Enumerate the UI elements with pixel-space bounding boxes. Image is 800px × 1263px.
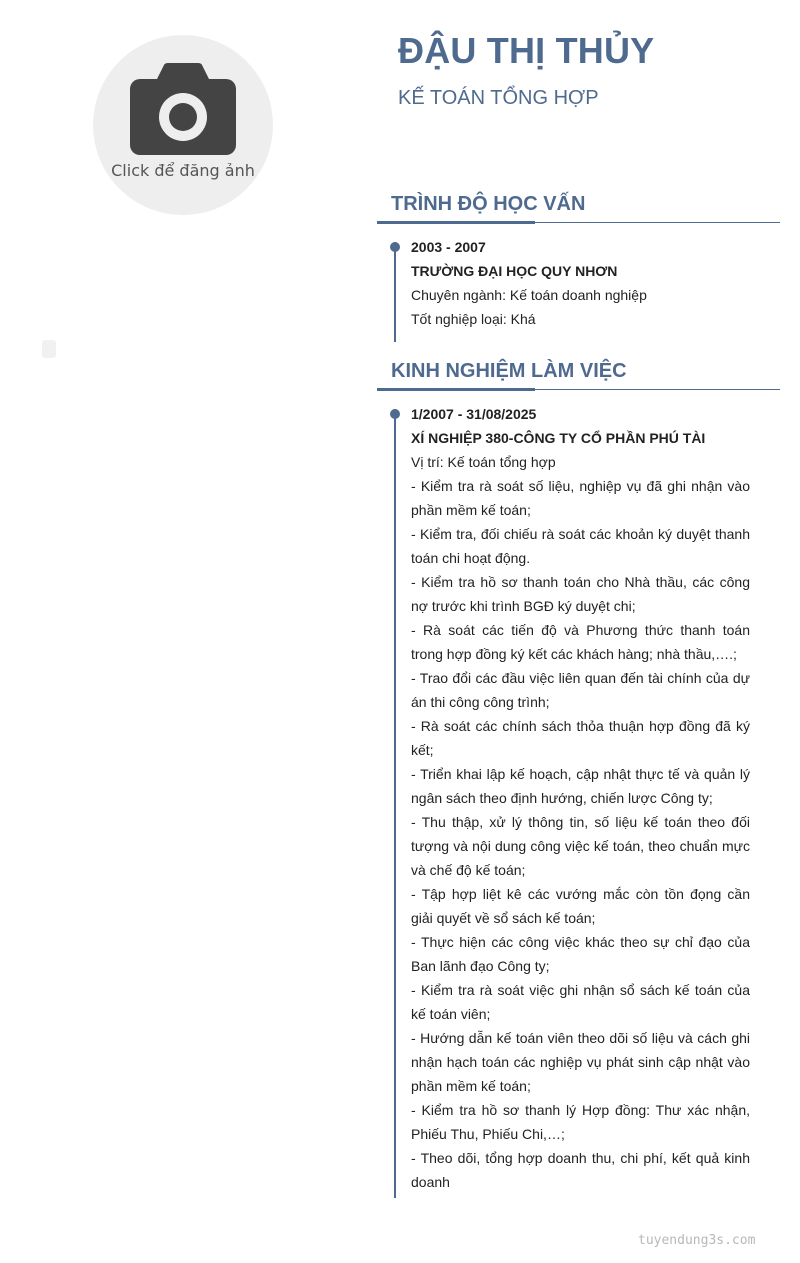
experience-company: XÍ NGHIỆP 380-CÔNG TY CỔ PHẦN PHÚ TÀI xyxy=(411,430,706,446)
duty-item: - Triển khai lập kế hoạch, cập nhật thực tế và quản lý ngân sách theo định hướng, chiến lược Công ty; xyxy=(411,766,750,806)
experience-timeline xyxy=(394,409,396,1198)
education-school: TRƯỜNG ĐẠI HỌC QUY NHƠN xyxy=(411,263,618,279)
education-heading: TRÌNH ĐỘ HỌC VẤN xyxy=(391,193,586,215)
duty-item: - Kiểm tra hồ sơ thanh toán cho Nhà thầu, các công nợ trước khi trình BGĐ ký duyệt chi; xyxy=(411,574,750,614)
education-major: Chuyên ngành: Kế toán doanh nghiệp xyxy=(411,287,647,303)
duty-item: - Kiểm tra, đối chiếu rà soát các khoản ký duyệt thanh toán chi hoạt động. xyxy=(411,526,750,566)
experience-timeline-dot xyxy=(390,409,400,419)
decorative-mark xyxy=(42,340,56,358)
education-divider-accent xyxy=(377,221,535,224)
duty-item: - Rà soát các chính sách thỏa thuận hợp đồng đã ký kết; xyxy=(411,718,750,758)
duty-item: - Hướng dẫn kế toán viên theo dõi số liệu và cách ghi nhận hạch toán các nghiệp vụ phát sinh cập nhật vào phần mềm kế toán; xyxy=(411,1030,750,1094)
duty-item: - Theo dõi, tổng hợp doanh thu, chi phí, kết quả kinh doanh xyxy=(411,1150,750,1190)
experience-period: 1/2007 - 31/08/2025 xyxy=(411,406,537,422)
candidate-title: KẾ TOÁN TỔNG HỢP xyxy=(398,87,599,109)
experience-entry xyxy=(411,402,750,1194)
duty-item: - Rà soát các tiến độ và Phương thức thanh toán trong hợp đồng ký kết các khách hàng; nhà thầu,….; xyxy=(411,622,750,662)
education-period: 2003 - 2007 xyxy=(411,239,486,255)
photo-caption[interactable]: Click để đăng ảnh xyxy=(111,161,255,180)
duty-item: - Thu thập, xử lý thông tin, số liệu kế toán theo đối tượng và nội dung công việc kế toán, theo chuẩn mực và chế độ kế toán; xyxy=(411,814,750,878)
site-watermark: tuyendung3s.com xyxy=(638,1233,756,1248)
duty-item: - Trao đổi các đầu việc liên quan đến tài chính của dự án thi công công trình; xyxy=(411,670,750,710)
education-entry xyxy=(411,235,750,331)
duty-item: - Kiểm tra rà soát việc ghi nhận sổ sách kế toán của kế toán viên; xyxy=(411,982,750,1022)
duty-item: - Kiểm tra hồ sơ thanh lý Hợp đồng: Thư xác nhận, Phiếu Thu, Phiếu Chi,…; xyxy=(411,1102,750,1142)
duty-item: - Kiểm tra rà soát số liệu, nghiệp vụ đã ghi nhận vào phần mềm kế toán; xyxy=(411,478,750,518)
candidate-name: ĐẬU THỊ THỦY xyxy=(398,30,655,71)
experience-divider-accent xyxy=(377,388,535,391)
education-timeline xyxy=(394,242,396,342)
duty-item: - Thực hiện các công việc khác theo sự chỉ đạo của Ban lãnh đạo Công ty; xyxy=(411,934,750,974)
duty-item: - Tập hợp liệt kê các vướng mắc còn tồn đọng cần giải quyết về sổ sách kế toán; xyxy=(411,886,750,926)
education-timeline-dot xyxy=(390,242,400,252)
experience-heading: KINH NGHIỆM LÀM VIỆC xyxy=(391,360,627,382)
camera-icon xyxy=(130,63,236,155)
experience-position: Vị trí: Kế toán tổng hợp xyxy=(411,454,556,470)
photo-upload[interactable] xyxy=(93,35,273,215)
education-grade: Tốt nghiệp loại: Khá xyxy=(411,311,536,327)
